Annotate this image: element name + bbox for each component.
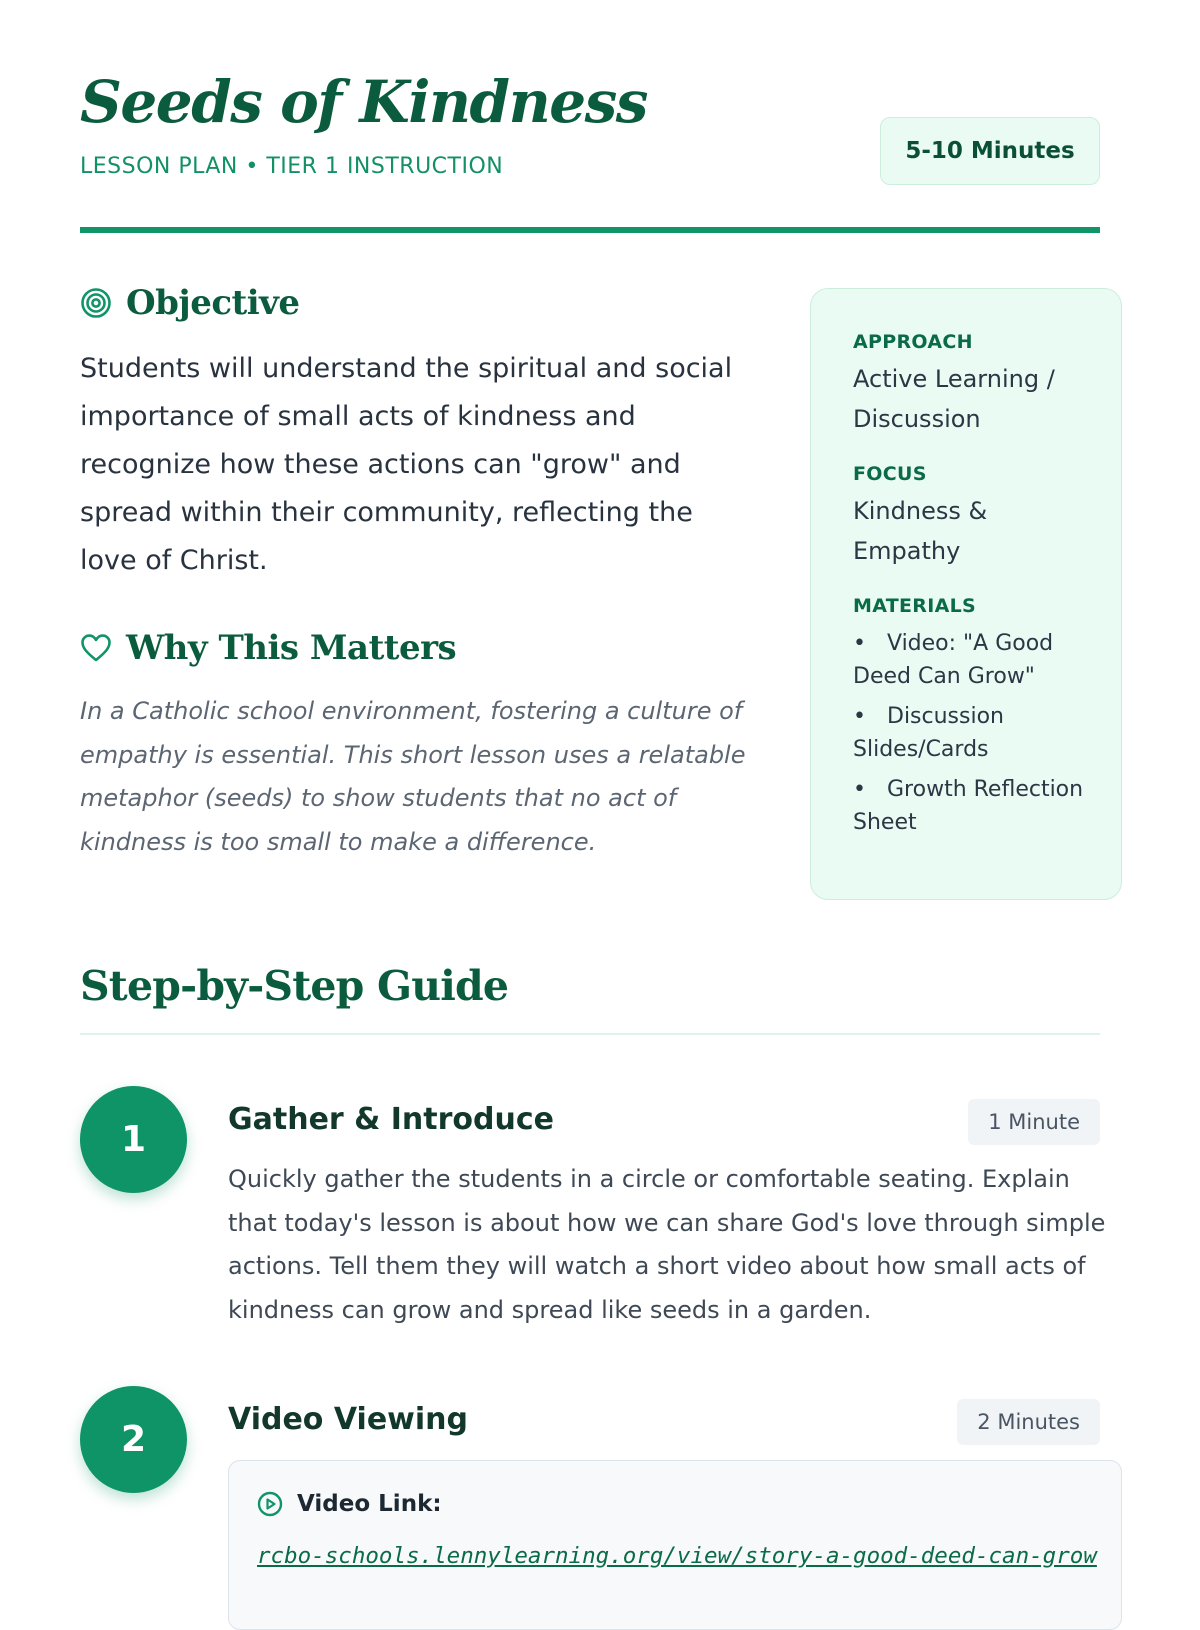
step-1-title: Gather & Introduce (228, 1102, 554, 1137)
approach-label: APPROACH (853, 331, 973, 353)
video-link-label: Video Link: (257, 1491, 1093, 1517)
materials-item: • Growth Reflection Sheet (853, 777, 1084, 835)
step-1-time-badge: 1 Minute (968, 1099, 1100, 1145)
why-heading (80, 628, 456, 668)
step-1-number: 1 (80, 1086, 187, 1193)
play-circle-icon (257, 1491, 283, 1517)
step-1-description: Quickly gather the students in a circle or comfortable seating. Explain that today's lesson is about how we can share God's love through simple actions. Tell them they will watch a short video about how small acts of kindness can grow and spread like seeds in a garden. (228, 1165, 1106, 1324)
objective-text: Students will understand the spiritual and social importance of small acts of kindness and recognize how these actions can "grow" and spread within their community, reflecting the love of Christ. (80, 353, 733, 576)
video-link[interactable]: rcbo-schools.lennylearning.org/view/story-a-good-deed-can-grow (257, 1543, 1097, 1569)
materials-list (853, 627, 1101, 839)
materials-item: • Video: "A Good Deed Can Grow" (853, 631, 1054, 689)
video-link-box (228, 1460, 1122, 1630)
target-icon (80, 287, 112, 319)
lesson-info-panel (810, 288, 1122, 900)
duration-badge: 5-10 Minutes (880, 117, 1100, 185)
focus-value: Kindness & Empathy (853, 497, 988, 565)
step-2-number: 2 (80, 1386, 187, 1493)
why-text: In a Catholic school environment, fostering a culture of empathy is essential. This short lesson uses a relatable metaphor (seeds) to show students that no act of kindness is too small to make a difference. (80, 697, 746, 856)
page-subtitle: LESSON PLAN • TIER 1 INSTRUCTION (80, 154, 504, 179)
guide-divider (80, 1033, 1100, 1035)
why-heading-text: Why This Matters (126, 628, 457, 668)
step-2-time-badge: 2 Minutes (957, 1399, 1100, 1445)
materials-item: • Discussion Slides/Cards (853, 704, 1004, 762)
objective-heading-text: Objective (126, 283, 300, 323)
materials-label: MATERIALS (853, 595, 976, 617)
page-title: Seeds of Kindness (80, 68, 647, 136)
header-divider (80, 227, 1100, 233)
heart-icon (80, 633, 112, 663)
approach-value: Active Learning / Discussion (853, 365, 1055, 433)
step-2-title: Video Viewing (228, 1402, 468, 1437)
focus-label: FOCUS (853, 463, 927, 485)
objective-heading (80, 283, 300, 323)
guide-heading: Step-by-Step Guide (80, 962, 509, 1010)
